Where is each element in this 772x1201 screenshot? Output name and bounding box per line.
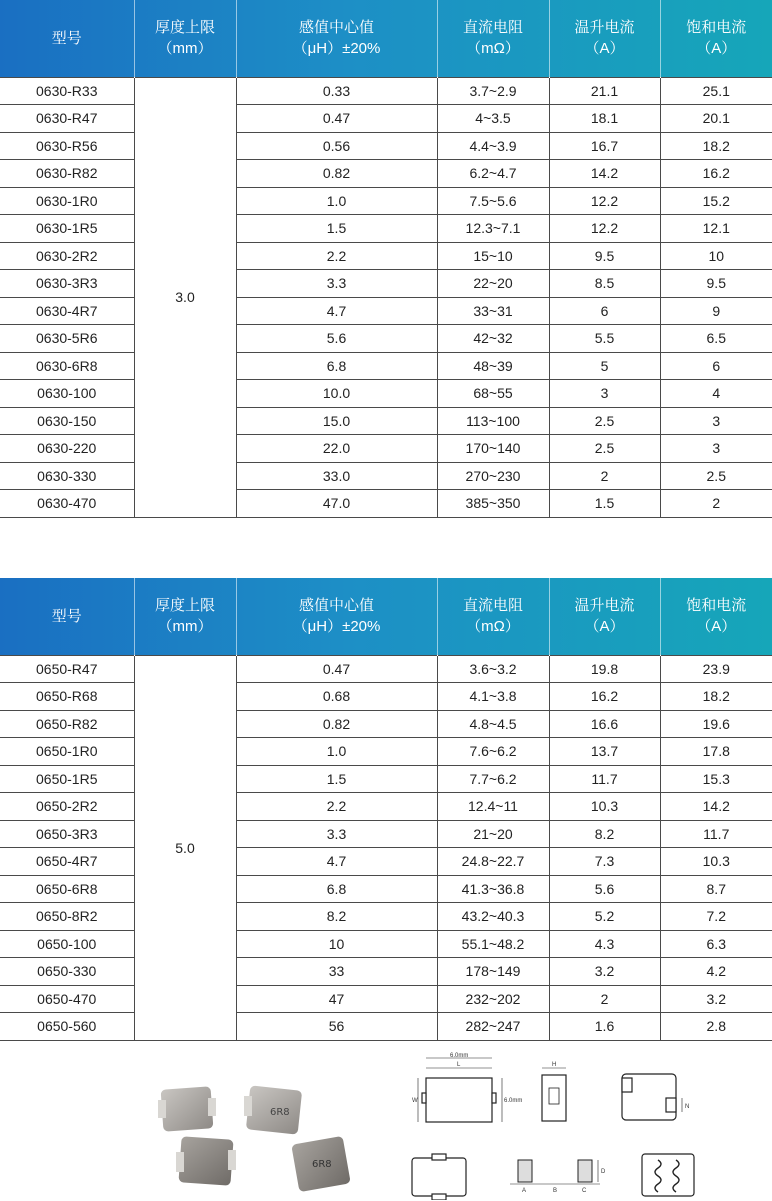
cell-temp-rise-current: 2.5 xyxy=(549,435,660,463)
cell-dcr: 232~202 xyxy=(437,985,549,1013)
cell-inductance: 1.0 xyxy=(236,738,437,766)
table-row xyxy=(0,710,772,738)
cell-saturation-current: 3.2 xyxy=(660,985,772,1013)
n-label: N xyxy=(685,1104,690,1110)
h-label: H xyxy=(552,1062,557,1068)
header-temp-rise-current: 温升电流 （A） xyxy=(549,0,660,77)
cell-temp-rise-current: 4.3 xyxy=(549,930,660,958)
cell-temp-rise-current: 21.1 xyxy=(549,77,660,105)
cell-model: 0650-1R0 xyxy=(0,738,134,766)
cell-inductance: 4.7 xyxy=(236,848,437,876)
table-row xyxy=(0,242,772,270)
table-row xyxy=(0,407,772,435)
cell-saturation-current: 4.2 xyxy=(660,958,772,986)
table-row xyxy=(0,848,772,876)
cell-inductance: 5.6 xyxy=(236,325,437,353)
cell-inductance: 2.2 xyxy=(236,793,437,821)
cell-model: 0630-R82 xyxy=(0,160,134,188)
cell-saturation-current: 4 xyxy=(660,380,772,408)
table-row xyxy=(0,215,772,243)
cell-dcr: 170~140 xyxy=(437,435,549,463)
cell-saturation-current: 18.2 xyxy=(660,683,772,711)
cell-saturation-current: 6.5 xyxy=(660,325,772,353)
cell-temp-rise-current: 10.3 xyxy=(549,793,660,821)
cell-model: 0650-R47 xyxy=(0,655,134,683)
end-view-drawing xyxy=(622,1074,682,1120)
cell-saturation-current: 20.1 xyxy=(660,105,772,133)
photo-marking-2: 6R8 xyxy=(312,1159,332,1170)
table-row xyxy=(0,655,772,683)
cell-model: 0630-5R6 xyxy=(0,325,134,353)
cell-model: 0650-4R7 xyxy=(0,848,134,876)
cell-model: 0630-150 xyxy=(0,407,134,435)
cell-saturation-current: 11.7 xyxy=(660,820,772,848)
cell-dcr: 7.5~5.6 xyxy=(437,187,549,215)
table-row xyxy=(0,132,772,160)
cell-temp-rise-current: 8.5 xyxy=(549,270,660,298)
table-row xyxy=(0,930,772,958)
cell-temp-rise-current: 1.5 xyxy=(549,490,660,518)
cell-model: 0650-560 xyxy=(0,1013,134,1041)
cell-saturation-current: 8.7 xyxy=(660,875,772,903)
cell-temp-rise-current: 16.7 xyxy=(549,132,660,160)
cell-inductance: 47.0 xyxy=(236,490,437,518)
cell-inductance: 33.0 xyxy=(236,462,437,490)
cell-model: 0630-R47 xyxy=(0,105,134,133)
cell-saturation-current: 16.2 xyxy=(660,160,772,188)
cell-model: 0630-6R8 xyxy=(0,352,134,380)
coil-schematic-drawing xyxy=(642,1154,694,1196)
cell-dcr: 41.3~36.8 xyxy=(437,875,549,903)
table-row xyxy=(0,160,772,188)
b-label: B xyxy=(553,1188,558,1194)
table-header-row xyxy=(0,578,772,655)
cell-model: 0630-1R5 xyxy=(0,215,134,243)
cell-model: 0650-R82 xyxy=(0,710,134,738)
table-row xyxy=(0,765,772,793)
cell-saturation-current: 18.2 xyxy=(660,132,772,160)
cell-temp-rise-current: 16.6 xyxy=(549,710,660,738)
table-row xyxy=(0,738,772,766)
header-model: 型号 xyxy=(0,0,134,77)
photo-marking-1: 6R8 xyxy=(270,1107,290,1118)
cell-temp-rise-current: 3.2 xyxy=(549,958,660,986)
cell-inductance: 0.82 xyxy=(236,710,437,738)
cell-saturation-current: 17.8 xyxy=(660,738,772,766)
width-dim-label: 6.0mm xyxy=(450,1053,469,1059)
cell-saturation-current: 6 xyxy=(660,352,772,380)
header-dcr: 直流电阻 （mΩ） xyxy=(437,578,549,655)
cell-inductance: 33 xyxy=(236,958,437,986)
cell-dcr: 12.3~7.1 xyxy=(437,215,549,243)
header-saturation-current: 饱和电流 （A） xyxy=(686,19,747,58)
cell-inductance: 0.47 xyxy=(236,655,437,683)
cell-inductance: 1.5 xyxy=(236,215,437,243)
cell-dcr: 4~3.5 xyxy=(437,105,549,133)
cell-model: 0650-2R2 xyxy=(0,793,134,821)
cell-inductance: 0.68 xyxy=(236,683,437,711)
cell-model: 0630-R56 xyxy=(0,132,134,160)
cell-inductance: 0.56 xyxy=(236,132,437,160)
cell-temp-rise-current: 5.6 xyxy=(549,875,660,903)
cell-temp-rise-current: 16.2 xyxy=(549,683,660,711)
cell-dcr: 7.6~6.2 xyxy=(437,738,549,766)
table-row xyxy=(0,380,772,408)
cell-dcr: 4.8~4.5 xyxy=(437,710,549,738)
header-temp-rise-current: 温升电流 （A） xyxy=(549,578,660,655)
cell-model: 0630-330 xyxy=(0,462,134,490)
cell-model: 0630-220 xyxy=(0,435,134,463)
cell-dcr: 385~350 xyxy=(437,490,549,518)
cell-temp-rise-current: 2 xyxy=(549,462,660,490)
header-thickness: 厚度上限 （mm） xyxy=(134,0,236,77)
header-model: 型号 xyxy=(0,578,134,655)
cell-temp-rise-current: 8.2 xyxy=(549,820,660,848)
cell-model: 0650-330 xyxy=(0,958,134,986)
cell-temp-rise-current: 12.2 xyxy=(549,187,660,215)
spec-table-0630 xyxy=(0,0,772,518)
cell-inductance: 1.0 xyxy=(236,187,437,215)
cell-saturation-current: 10 xyxy=(660,242,772,270)
cell-saturation-current: 9 xyxy=(660,297,772,325)
cell-temp-rise-current: 19.8 xyxy=(549,655,660,683)
cell-dcr: 7.7~6.2 xyxy=(437,765,549,793)
cell-model: 0630-100 xyxy=(0,380,134,408)
land-pattern-drawing xyxy=(510,1160,600,1184)
cell-saturation-current: 14.2 xyxy=(660,793,772,821)
cell-dcr: 33~31 xyxy=(437,297,549,325)
cell-temp-rise-current: 2.5 xyxy=(549,407,660,435)
cell-model: 0650-R68 xyxy=(0,683,134,711)
table-row xyxy=(0,270,772,298)
cell-temp-rise-current: 18.1 xyxy=(549,105,660,133)
cell-thickness: 3.0 xyxy=(134,77,236,517)
cell-model: 0630-470 xyxy=(0,490,134,518)
cell-temp-rise-current: 9.5 xyxy=(549,242,660,270)
cell-dcr: 15~10 xyxy=(437,242,549,270)
table-row xyxy=(0,903,772,931)
table-row xyxy=(0,793,772,821)
table-row xyxy=(0,462,772,490)
header-saturation-current: 饱和电流 （A） xyxy=(686,597,747,636)
cell-dcr: 113~100 xyxy=(437,407,549,435)
cell-inductance: 15.0 xyxy=(236,407,437,435)
length-label: L xyxy=(457,1062,461,1068)
table-row xyxy=(0,1013,772,1041)
cell-dcr: 68~55 xyxy=(437,380,549,408)
cell-model: 0630-3R3 xyxy=(0,270,134,298)
cell-saturation-current: 3 xyxy=(660,407,772,435)
cell-saturation-current: 2 xyxy=(660,490,772,518)
cell-inductance: 10.0 xyxy=(236,380,437,408)
cell-dcr: 4.1~3.8 xyxy=(437,683,549,711)
cell-model: 0630-2R2 xyxy=(0,242,134,270)
table-row xyxy=(0,352,772,380)
cell-dcr: 48~39 xyxy=(437,352,549,380)
cell-dcr: 3.6~3.2 xyxy=(437,655,549,683)
cell-model: 0650-470 xyxy=(0,985,134,1013)
cell-saturation-current: 19.6 xyxy=(660,710,772,738)
cell-inductance: 0.82 xyxy=(236,160,437,188)
cell-model: 0630-R33 xyxy=(0,77,134,105)
cell-dcr: 21~20 xyxy=(437,820,549,848)
cell-model: 0650-8R2 xyxy=(0,903,134,931)
cell-dcr: 22~20 xyxy=(437,270,549,298)
cell-temp-rise-current: 14.2 xyxy=(549,160,660,188)
a-label: A xyxy=(522,1188,527,1194)
cell-dcr: 43.2~40.3 xyxy=(437,903,549,931)
cell-inductance: 4.7 xyxy=(236,297,437,325)
cell-saturation-current: 23.9 xyxy=(660,655,772,683)
header-dcr: 直流电阻 （mΩ） xyxy=(437,0,549,77)
cell-inductance: 47 xyxy=(236,985,437,1013)
cell-dcr: 3.7~2.9 xyxy=(437,77,549,105)
cell-model: 0630-4R7 xyxy=(0,297,134,325)
cell-dcr: 270~230 xyxy=(437,462,549,490)
cell-dcr: 6.2~4.7 xyxy=(437,160,549,188)
cell-inductance: 3.3 xyxy=(236,820,437,848)
cell-inductance: 22.0 xyxy=(236,435,437,463)
cell-saturation-current: 25.1 xyxy=(660,77,772,105)
cell-temp-rise-current: 5 xyxy=(549,352,660,380)
table-row xyxy=(0,77,772,105)
product-photos xyxy=(140,1070,380,1195)
cell-saturation-current: 6.3 xyxy=(660,930,772,958)
header-inductance: 感值中心值 （μH）±20% xyxy=(236,0,437,77)
cell-inductance: 0.33 xyxy=(236,77,437,105)
cell-saturation-current: 12.1 xyxy=(660,215,772,243)
cell-model: 0650-3R3 xyxy=(0,820,134,848)
cell-inductance: 2.2 xyxy=(236,242,437,270)
cell-saturation-current: 15.3 xyxy=(660,765,772,793)
spec-table-0650 xyxy=(0,578,772,1041)
cell-temp-rise-current: 12.2 xyxy=(549,215,660,243)
c-label: C xyxy=(582,1188,587,1194)
inductor-photo-4 xyxy=(291,1136,351,1192)
table-row xyxy=(0,490,772,518)
bottom-view-drawing xyxy=(412,1154,466,1200)
cell-saturation-current: 10.3 xyxy=(660,848,772,876)
cell-dcr: 12.4~11 xyxy=(437,793,549,821)
cell-saturation-current: 7.2 xyxy=(660,903,772,931)
cell-saturation-current: 2.8 xyxy=(660,1013,772,1041)
cell-saturation-current: 15.2 xyxy=(660,187,772,215)
d-label: D xyxy=(601,1169,606,1175)
cell-temp-rise-current: 7.3 xyxy=(549,848,660,876)
cell-inductance: 0.47 xyxy=(236,105,437,133)
cell-temp-rise-current: 5.5 xyxy=(549,325,660,353)
side-view-drawing xyxy=(542,1068,566,1121)
depth-dim-label: 6.0mm xyxy=(504,1098,523,1104)
table-header-row xyxy=(0,0,772,77)
cell-dcr: 24.8~22.7 xyxy=(437,848,549,876)
cell-temp-rise-current: 13.7 xyxy=(549,738,660,766)
cell-dcr: 55.1~48.2 xyxy=(437,930,549,958)
table-row xyxy=(0,683,772,711)
cell-dcr: 4.4~3.9 xyxy=(437,132,549,160)
table-row xyxy=(0,985,772,1013)
table-row xyxy=(0,105,772,133)
cell-saturation-current: 2.5 xyxy=(660,462,772,490)
cell-dcr: 42~32 xyxy=(437,325,549,353)
table-row xyxy=(0,820,772,848)
inductor-photo-1 xyxy=(158,1086,216,1131)
cell-model: 0630-1R0 xyxy=(0,187,134,215)
header-thickness: 厚度上限 （mm） xyxy=(134,578,236,655)
cell-temp-rise-current: 6 xyxy=(549,297,660,325)
table-row xyxy=(0,187,772,215)
cell-inductance: 56 xyxy=(236,1013,437,1041)
cell-dcr: 282~247 xyxy=(437,1013,549,1041)
cell-temp-rise-current: 1.6 xyxy=(549,1013,660,1041)
table-row xyxy=(0,435,772,463)
cell-model: 0650-100 xyxy=(0,930,134,958)
cell-saturation-current: 9.5 xyxy=(660,270,772,298)
cell-thickness: 5.0 xyxy=(134,655,236,1040)
inductor-photo-2 xyxy=(244,1085,302,1134)
cell-inductance: 8.2 xyxy=(236,903,437,931)
table-row xyxy=(0,958,772,986)
cell-saturation-current: 3 xyxy=(660,435,772,463)
header-inductance: 感值中心值 （μH）±20% xyxy=(236,578,437,655)
cell-model: 0650-6R8 xyxy=(0,875,134,903)
cell-inductance: 1.5 xyxy=(236,765,437,793)
cell-temp-rise-current: 11.7 xyxy=(549,765,660,793)
cell-temp-rise-current: 3 xyxy=(549,380,660,408)
cell-inductance: 6.8 xyxy=(236,875,437,903)
cell-dcr: 178~149 xyxy=(437,958,549,986)
table-row xyxy=(0,325,772,353)
cell-temp-rise-current: 2 xyxy=(549,985,660,1013)
table-row xyxy=(0,875,772,903)
cell-inductance: 3.3 xyxy=(236,270,437,298)
w-label: W xyxy=(412,1098,418,1104)
cell-temp-rise-current: 5.2 xyxy=(549,903,660,931)
cell-inductance: 6.8 xyxy=(236,352,437,380)
inductor-photo-3 xyxy=(176,1136,236,1186)
cell-inductance: 10 xyxy=(236,930,437,958)
cell-model: 0650-1R5 xyxy=(0,765,134,793)
dimension-drawings xyxy=(410,1050,710,1200)
table-row xyxy=(0,297,772,325)
